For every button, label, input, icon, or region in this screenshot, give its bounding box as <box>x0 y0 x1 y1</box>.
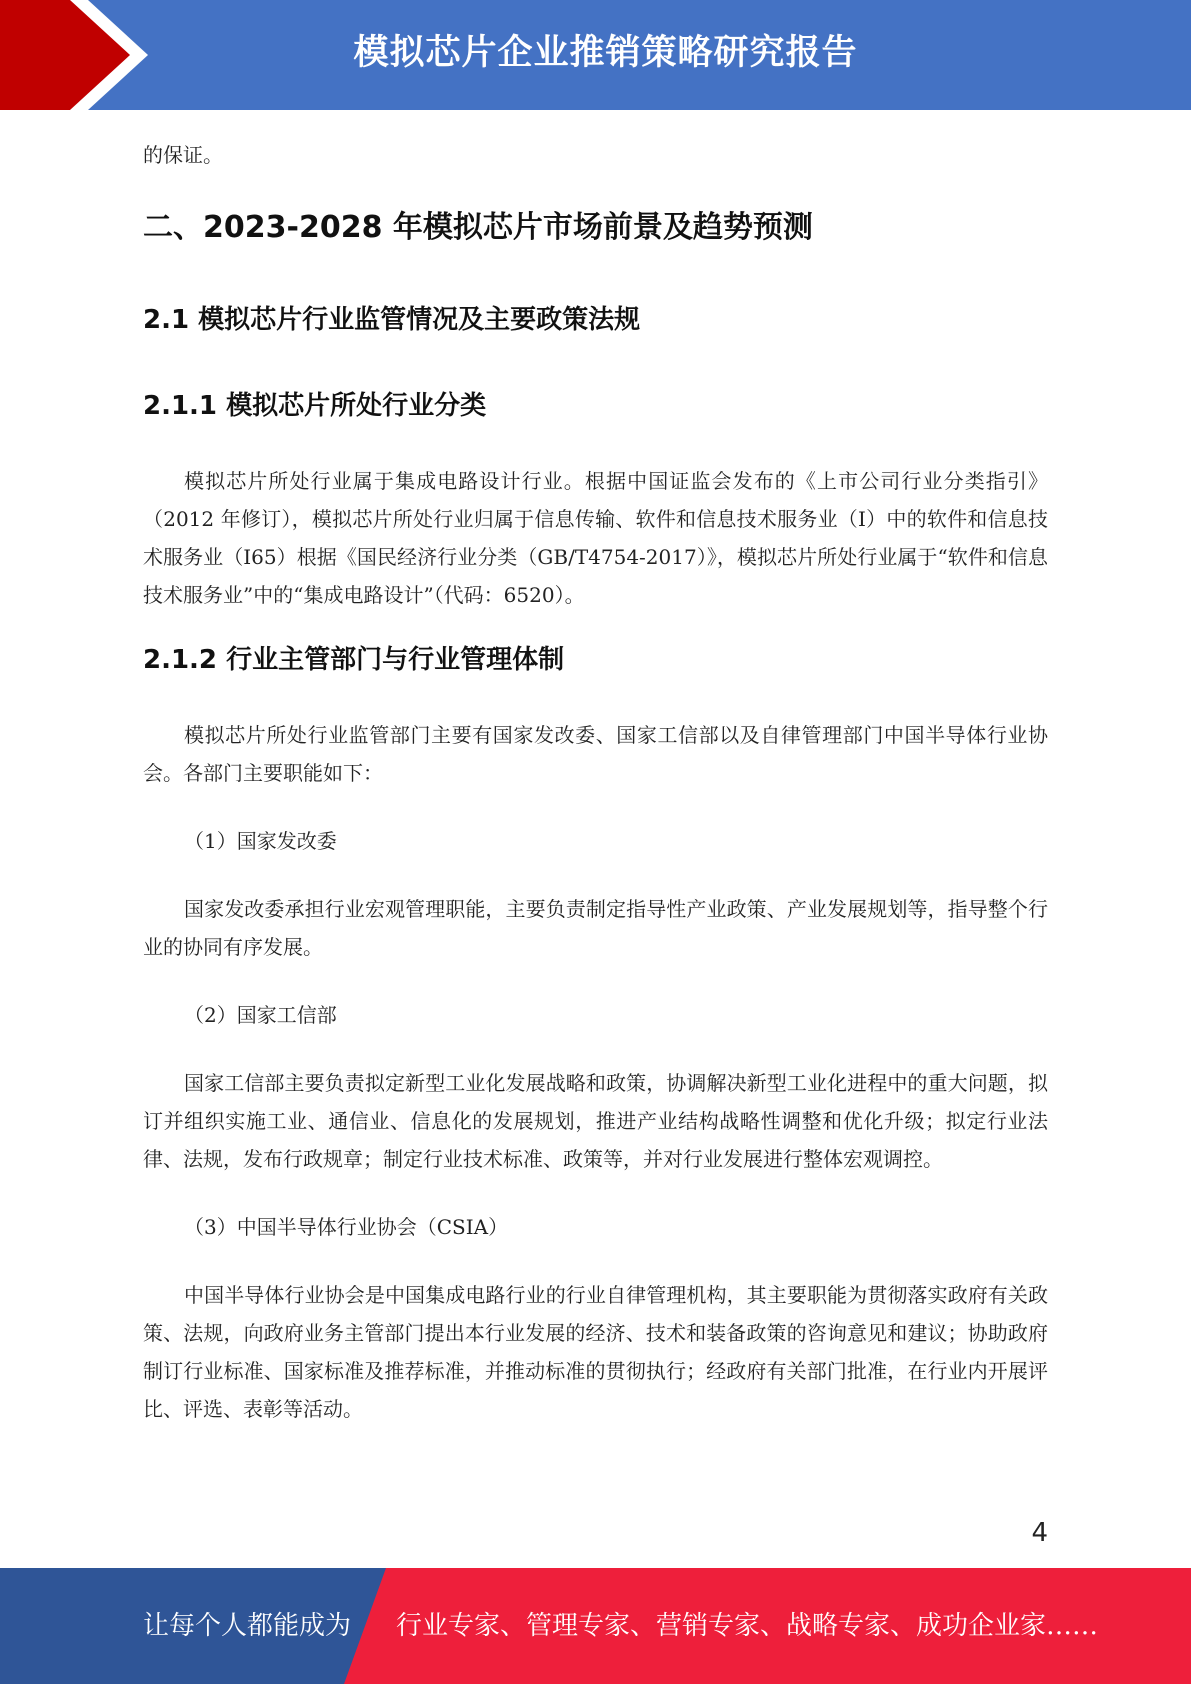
page-number: 4 <box>1031 1518 1048 1548</box>
item-title-ndrc: （1）国家发改委 <box>184 829 337 853</box>
page-header <box>0 0 1191 110</box>
item-title-miit: （2）国家工信部 <box>184 1003 337 1027</box>
paragraph-ndrc: 国家发改委承担行业宏观管理职能，主要负责制定指导性产业政策、产业发展规划等，指导整个行业的协同有序发展。 <box>143 897 1048 959</box>
paragraph-miit: 国家工信部主要负责拟定新型工业化发展战略和政策，协调解决新型工业化进程中的重大问题，拟订并组织实施工业、通信业、信息化的发展规划，推进产业结构战略性调整和优化升级；拟定行业法律、法规，发布行政规章；制定行业技术标准、政策等，并对行业发展进行整体宏观调控。 <box>143 1071 1048 1171</box>
subsection-title-2-1: 2.1 模拟芯片行业监管情况及主要政策法规 <box>143 305 641 335</box>
subsection-title-2-1-2: 2.1.2 行业主管部门与行业管理体制 <box>143 645 565 675</box>
report-title: 模拟芯片企业推销策略研究报告 <box>353 33 858 73</box>
subsection-title-2-1-1: 2.1.1 模拟芯片所处行业分类 <box>143 391 487 421</box>
section-title: 二、2023-2028 年模拟芯片市场前景及趋势预测 <box>143 210 813 245</box>
footer-slogan-left: 让每个人都能成为 <box>143 1611 352 1641</box>
document-body <box>143 110 1048 1428</box>
continuation-text: 的保证。 <box>143 143 223 167</box>
item-title-csia: （3）中国半导体行业协会（CSIA） <box>184 1215 509 1239</box>
page-footer <box>0 1568 1191 1684</box>
footer-slogan-right: 行业专家、管理专家、营销专家、战略专家、成功企业家…… <box>396 1611 1099 1641</box>
paragraph-csia: 中国半导体行业协会是中国集成电路行业的行业自律管理机构，其主要职能为贯彻落实政府有关政策、法规，向政府业务主管部门提出本行业发展的经济、技术和装备政策的咨询意见和建议；协助政府制订行业标准、国家标准及推荐标准，并推动标准的贯彻执行；经政府有关部门批准，在行业内开展评比、评选、表彰等活动。 <box>143 1283 1048 1421</box>
paragraph-regulators: 模拟芯片所处行业监管部门主要有国家发改委、国家工信部以及自律管理部门中国半导体行业协会。各部门主要职能如下： <box>143 723 1048 785</box>
paragraph-industry-classification: 模拟芯片所处行业属于集成电路设计行业。根据中国证监会发布的《上市公司行业分类指引》（2012 年修订），模拟芯片所处行业归属于信息传输、软件和信息技术服务业（I）中的软件和信息技术服务业（I65）根据《国民经济行业分类（GB/T4754-2017）》，模拟芯片所处行业属于“软件和信息技术服务业”中的“集成电路设计”（代码：6520）。 <box>143 469 1048 607</box>
